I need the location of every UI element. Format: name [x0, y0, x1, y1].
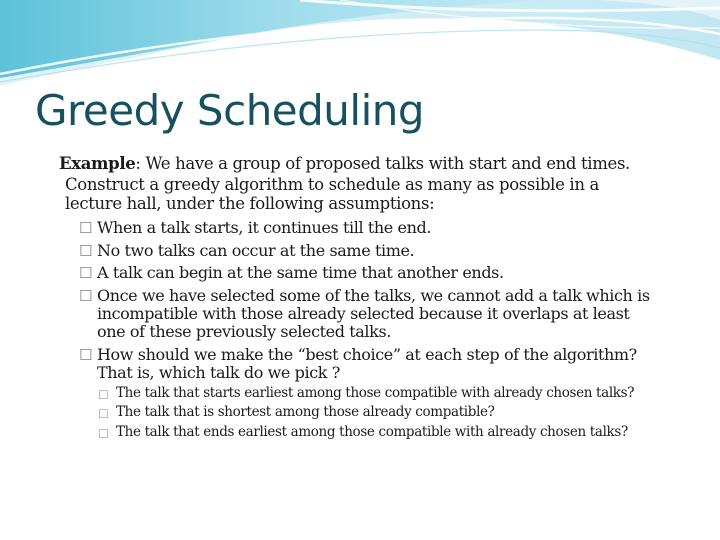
bullet-4-line-2: incompatible with those already selected because it overlaps at least [97, 304, 630, 323]
intro-text: : We have a group of proposed talks with start and end times. [135, 154, 630, 173]
bullet-5-line-1: How should we make the “best choice” at each step of the algorithm? [97, 345, 637, 364]
bullet-5-line-2: That is, which talk do we pick ? [97, 363, 340, 382]
bullet-1-line-1: When a talk starts, it continues till the end. [97, 218, 432, 237]
intro-line-2: Construct a greedy algorithm to schedule as many as possible in a [65, 175, 599, 194]
square-bullet-icon: ☐ [98, 388, 109, 402]
intro-line-3: lecture hall, under the following assumptions: [65, 194, 435, 213]
bullet-4-line-3: one of these previously selected talks. [97, 322, 391, 341]
sub-bullet-3: The talk that ends earliest among those compatible with already chosen talks? [116, 424, 628, 440]
square-bullet-icon: ☐ [79, 287, 93, 305]
sub-bullet-2: The talk that is shortest among those already compatible? [116, 404, 495, 420]
square-bullet-icon: ☐ [79, 346, 93, 364]
bullet-3-line-1: A talk can begin at the same time that another ends. [97, 263, 504, 282]
bullet-2-line-1: No two talks can occur at the same time. [97, 241, 415, 260]
bullet-4-line-1: Once we have selected some of the talks, we cannot add a talk which is [97, 286, 650, 305]
square-bullet-icon: ☐ [98, 407, 109, 421]
slide-title: Greedy Scheduling [35, 86, 425, 135]
square-bullet-icon: ☐ [79, 264, 93, 282]
square-bullet-icon: ☐ [79, 219, 93, 237]
square-bullet-icon: ☐ [79, 242, 93, 260]
sub-bullet-1: The talk that starts earliest among those compatible with already chosen talks? [116, 385, 635, 401]
square-bullet-icon: ☐ [98, 427, 109, 441]
intro-line-1 [59, 154, 630, 173]
example-label: Example [59, 154, 136, 173]
